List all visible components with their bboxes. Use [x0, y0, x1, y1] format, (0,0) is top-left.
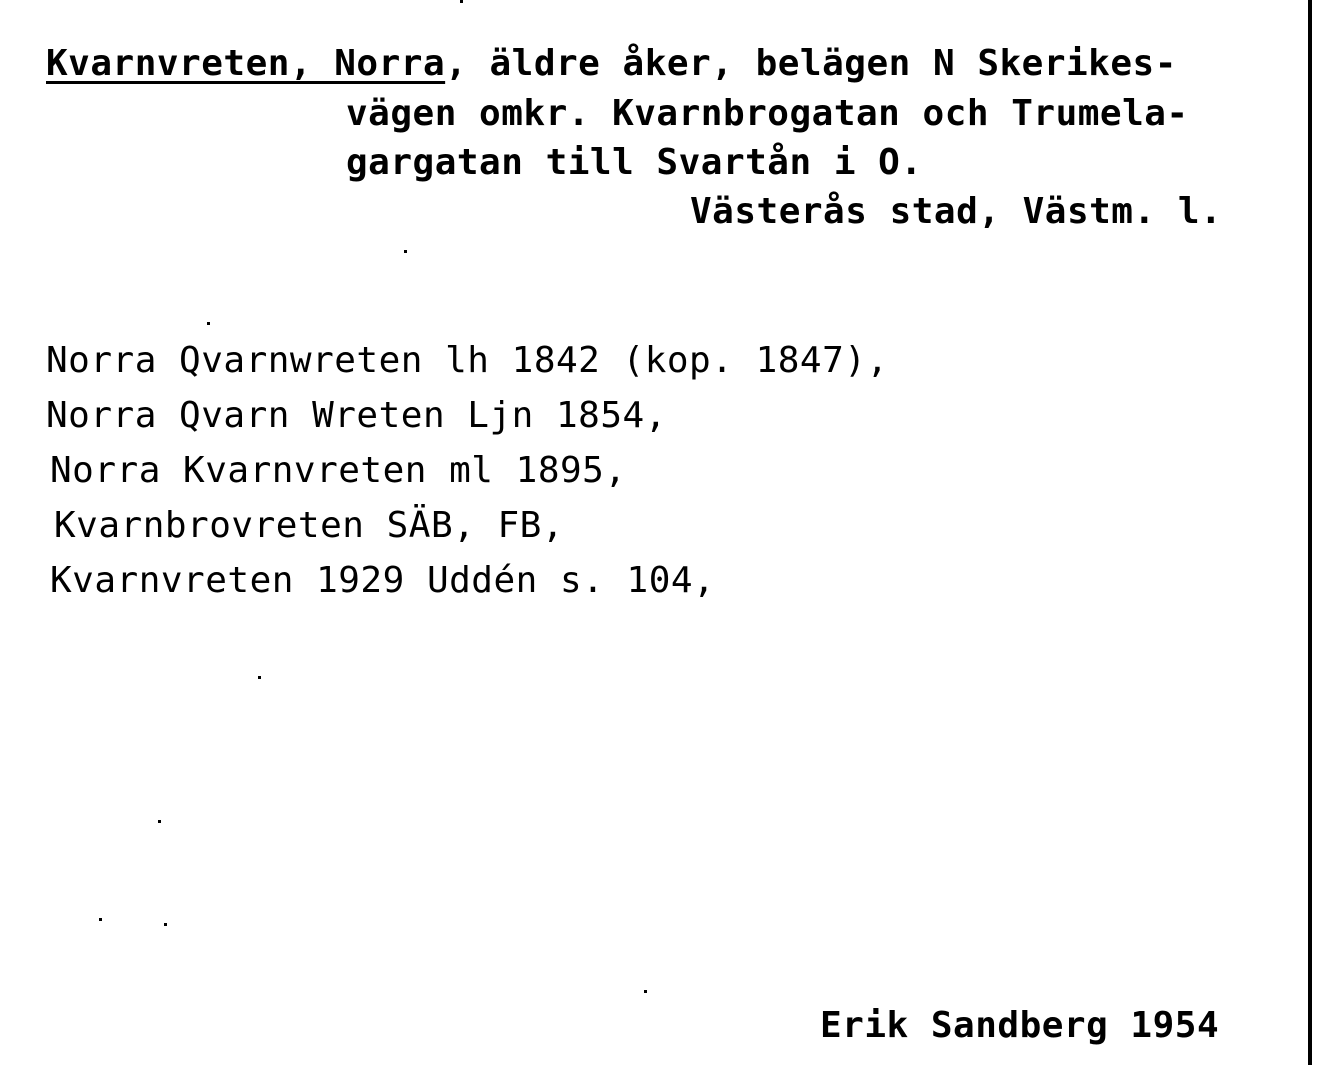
scan-speck	[207, 322, 210, 325]
historical-form: Norra Qvarnwreten lh 1842 (kop. 1847),	[46, 340, 889, 381]
scan-speck	[164, 923, 167, 926]
scan-speck	[258, 676, 261, 679]
scan-speck	[404, 250, 407, 253]
historical-form: Kvarnvreten 1929 Uddén s. 104,	[50, 560, 716, 601]
scan-speck	[158, 820, 161, 823]
scan-speck	[460, 0, 463, 3]
header-line-2: vägen omkr. Kvarnbrogatan och Trumela-	[346, 93, 1189, 134]
location-line: Västerås stad, Västm. l.	[690, 191, 1223, 232]
historical-form: Norra Kvarnvreten ml 1895,	[50, 450, 627, 491]
signature: Erik Sandberg 1954	[820, 1005, 1220, 1046]
header-line-1	[46, 44, 1177, 84]
scan-speck	[99, 918, 102, 921]
card-edge-line	[1308, 0, 1312, 1065]
scan-speck	[644, 990, 647, 993]
headword: Kvarnvreten, Norra	[46, 43, 446, 84]
historical-form: Norra Qvarn Wreten Ljn 1854,	[46, 395, 667, 436]
header-line-3: gargatan till Svartån i O.	[346, 142, 923, 183]
header-description-start: , äldre åker, belägen N Skerikes-	[445, 43, 1177, 84]
historical-form: Kvarnbrovreten SÄB, FB,	[54, 505, 564, 546]
